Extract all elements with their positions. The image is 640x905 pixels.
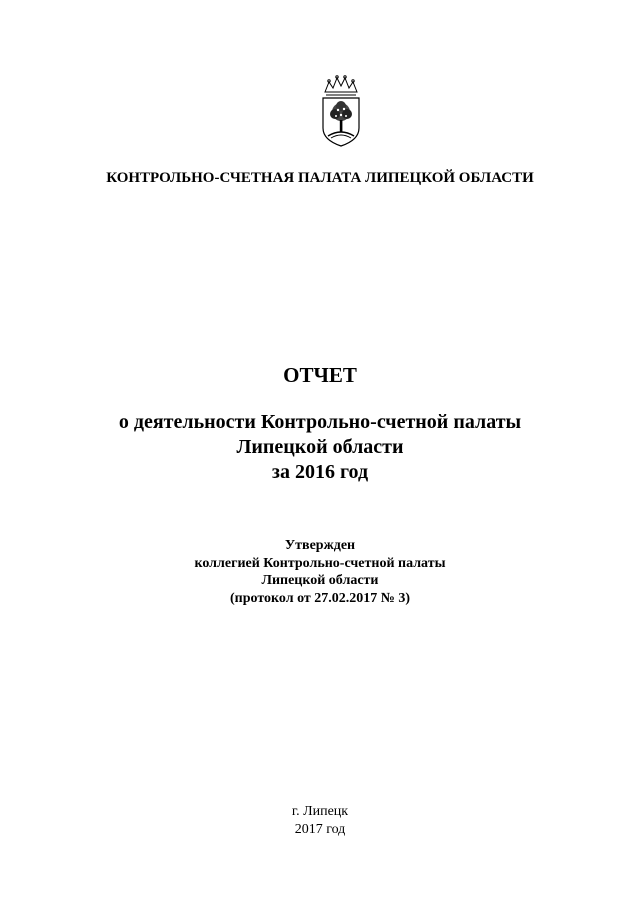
report-title: ОТЧЕТ [283, 363, 357, 387]
organization-name: КОНТРОЛЬНО-СЧЕТНАЯ ПАЛАТА ЛИПЕЦКОЙ ОБЛАСТИ [106, 170, 534, 186]
footer-block [0, 803, 640, 839]
footer-year: 2017 год [294, 822, 346, 837]
approval-line: (протокол от 27.02.2017 № 3) [230, 590, 410, 606]
approval-line: Липецкой области [261, 573, 379, 588]
subtitle-line: о деятельности Контрольно-счетной палаты [118, 411, 522, 433]
footer-city: г. Липецк [291, 804, 349, 819]
approval-block [0, 537, 640, 607]
subtitle-line: за 2016 год [271, 461, 369, 483]
subtitle-line: Липецкой области [236, 436, 404, 458]
coat-of-arms-icon [319, 74, 363, 148]
approval-line: коллегией Контрольно-счетной палаты [194, 555, 446, 571]
approval-line: Утвержден [284, 538, 356, 553]
report-subtitle [0, 410, 640, 485]
